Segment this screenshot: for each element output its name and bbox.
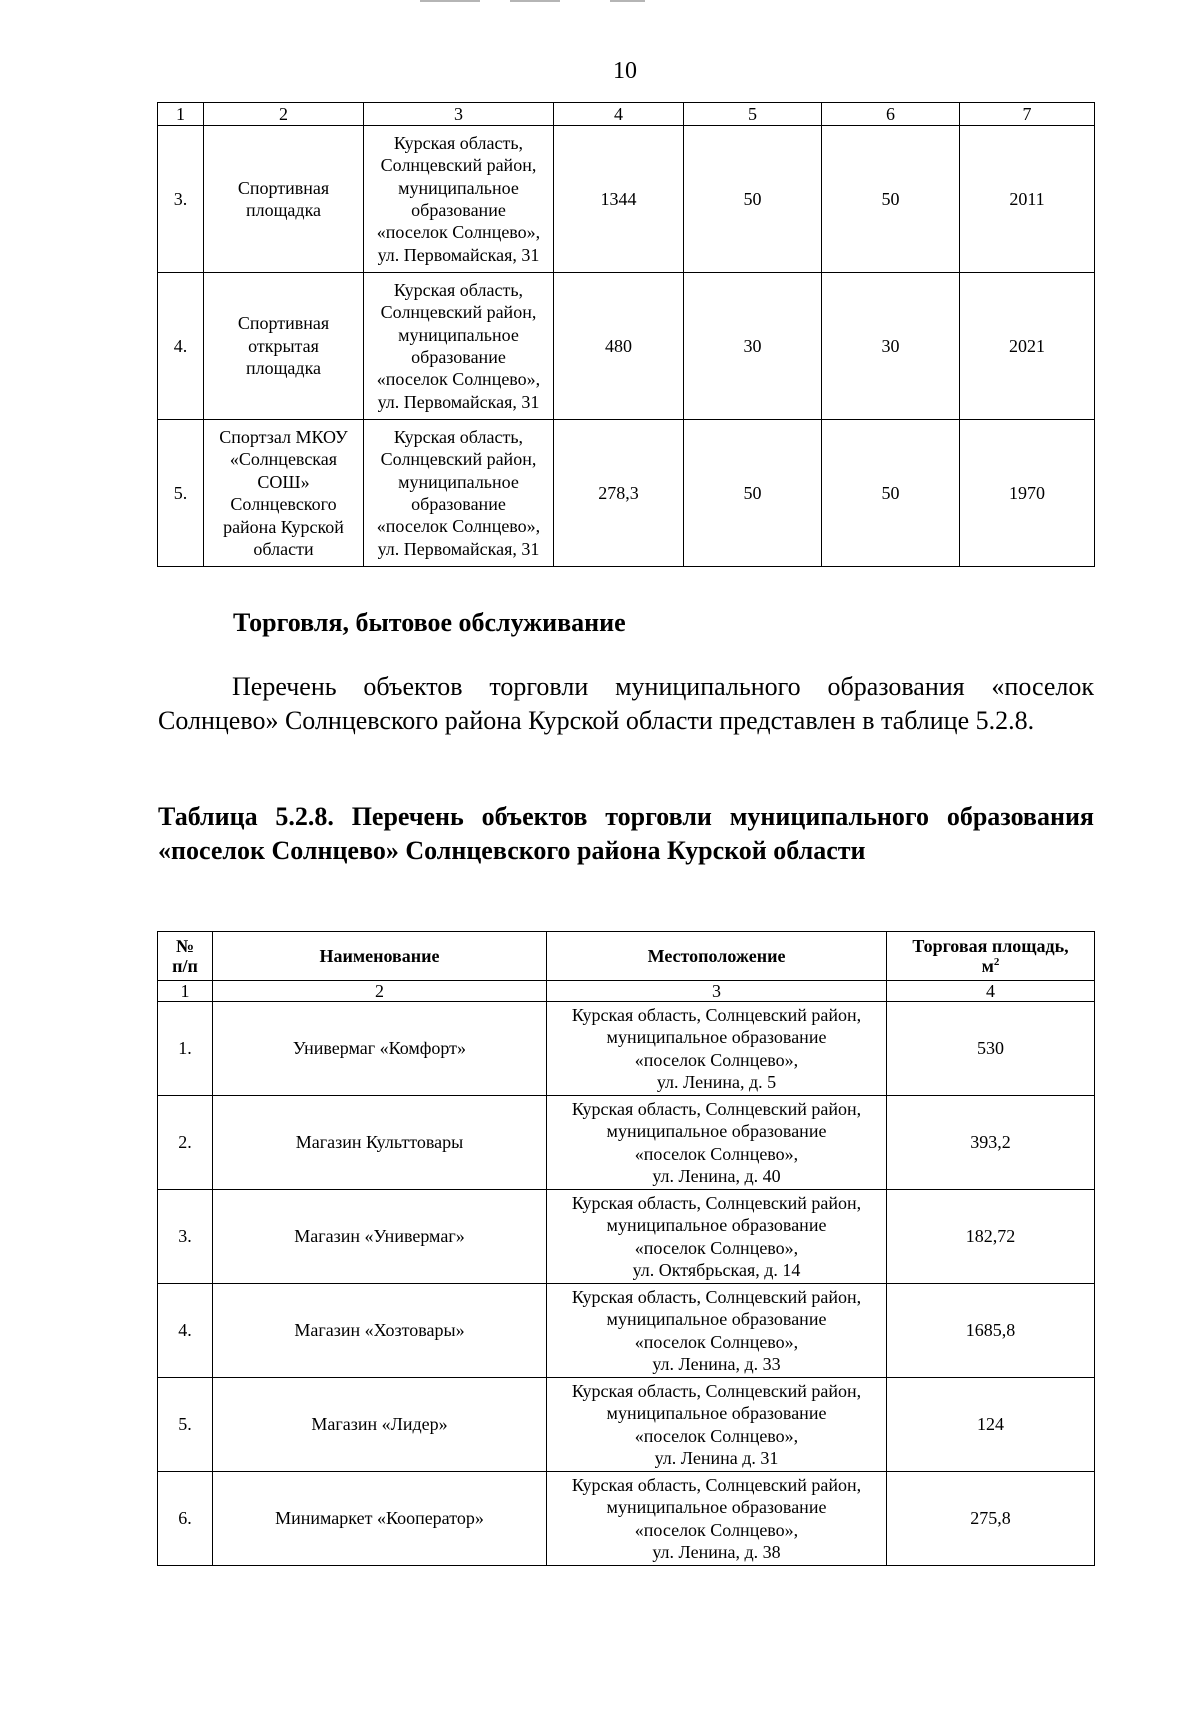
row-number: 6. — [158, 1472, 213, 1566]
cell-col4: 480 — [554, 273, 684, 420]
column-number: 3 — [547, 981, 887, 1002]
table-row — [158, 273, 1095, 420]
table-row — [158, 1190, 1095, 1284]
row-number: 4. — [158, 1284, 213, 1378]
table-row — [158, 1284, 1095, 1378]
object-name: Магазин «Хозтовары» — [213, 1284, 547, 1378]
column-number: 6 — [822, 103, 960, 126]
cell-col7: 1970 — [960, 420, 1095, 567]
trade-objects-table — [157, 931, 1095, 1566]
section-heading: Торговля, бытовое обслуживание — [233, 608, 626, 637]
sports-facilities-table — [157, 102, 1095, 567]
header-name: Наименование — [213, 932, 547, 981]
column-number: 1 — [158, 103, 204, 126]
trade-area: 182,72 — [887, 1190, 1095, 1284]
trade-area: 1685,8 — [887, 1284, 1095, 1378]
trade-area: 275,8 — [887, 1472, 1095, 1566]
column-number: 2 — [213, 981, 547, 1002]
cell-col6: 50 — [822, 126, 960, 273]
cell-col5: 30 — [684, 273, 822, 420]
header-num: № п/п — [158, 932, 213, 981]
object-address: Курская область, Солнцевский район, муниципальное образование «поселок Солнцево», ул. Ленина, д. 40 — [547, 1096, 887, 1190]
row-number: 3. — [158, 126, 204, 273]
facility-name: Спортивная открытая площадка — [204, 273, 364, 420]
facility-address: Курская область, Солнцевский район, муниципальное образование «поселок Солнцево», ул. Первомайская, 31 — [364, 420, 554, 567]
table-row — [158, 420, 1095, 567]
object-address: Курская область, Солнцевский район, муниципальное образование «поселок Солнцево», ул. Ленина, д. 38 — [547, 1472, 887, 1566]
trade-area: 124 — [887, 1378, 1095, 1472]
facility-address: Курская область, Солнцевский район, муниципальное образование «поселок Солнцево», ул. Первомайская, 31 — [364, 273, 554, 420]
intro-paragraph: Перечень объектов торговли муниципального образования «поселок Солнцево» Солнцевского района Курской области представлен в таблице 5.2.8. — [158, 672, 1094, 735]
cell-col6: 50 — [822, 420, 960, 567]
cell-col6: 30 — [822, 273, 960, 420]
table-row — [158, 1378, 1095, 1472]
row-number: 5. — [158, 1378, 213, 1472]
row-number: 2. — [158, 1096, 213, 1190]
object-address: Курская область, Солнцевский район, муниципальное образование «поселок Солнцево», ул. Октябрьская, д. 14 — [547, 1190, 887, 1284]
scan-artifact-line — [420, 0, 480, 2]
object-name: Универмаг «Комфорт» — [213, 1002, 547, 1096]
column-number-row — [158, 981, 1095, 1002]
row-number: 1. — [158, 1002, 213, 1096]
object-address: Курская область, Солнцевский район, муниципальное образование «поселок Солнцево», ул. Ленина, д. 33 — [547, 1284, 887, 1378]
object-address: Курская область, Солнцевский район, муниципальное образование «поселок Солнцево», ул. Ленина, д. 5 — [547, 1002, 887, 1096]
cell-col7: 2011 — [960, 126, 1095, 273]
facility-address: Курская область, Солнцевский район, муниципальное образование «поселок Солнцево», ул. Первомайская, 31 — [364, 126, 554, 273]
object-name: Магазин Культтовары — [213, 1096, 547, 1190]
column-number: 2 — [204, 103, 364, 126]
column-number: 3 — [364, 103, 554, 126]
header-location: Местоположение — [547, 932, 887, 981]
cell-col7: 2021 — [960, 273, 1095, 420]
column-number-row — [158, 103, 1095, 126]
cell-col5: 50 — [684, 126, 822, 273]
object-name: Магазин «Лидер» — [213, 1378, 547, 1472]
header-area: Торговая площадь, $м^2$ — [887, 932, 1095, 981]
table-row — [158, 1096, 1095, 1190]
page-number: 10 — [613, 58, 637, 84]
scan-artifact-line — [610, 0, 645, 2]
table-row — [158, 126, 1095, 273]
trade-area: 530 — [887, 1002, 1095, 1096]
cell-col4: 1344 — [554, 126, 684, 273]
object-address: Курская область, Солнцевский район, муниципальное образование «поселок Солнцево», ул. Ленина д. 31 — [547, 1378, 887, 1472]
object-name: Магазин «Универмаг» — [213, 1190, 547, 1284]
column-number: 4 — [887, 981, 1095, 1002]
facility-name: Спортзал МКОУ «Солнцевская СОШ» Солнцевского района Курской области — [204, 420, 364, 567]
row-number: 3. — [158, 1190, 213, 1284]
trade-area: 393,2 — [887, 1096, 1095, 1190]
object-name: Минимаркет «Кооператор» — [213, 1472, 547, 1566]
column-number: 5 — [684, 103, 822, 126]
row-number: 5. — [158, 420, 204, 567]
column-number: 4 — [554, 103, 684, 126]
cell-col5: 50 — [684, 420, 822, 567]
scan-artifact-line — [510, 0, 560, 2]
column-number: 7 — [960, 103, 1095, 126]
column-number: 1 — [158, 981, 213, 1002]
cell-col4: 278,3 — [554, 420, 684, 567]
table-header-row — [158, 932, 1095, 981]
table-row — [158, 1002, 1095, 1096]
table-row — [158, 1472, 1095, 1566]
facility-name: Спортивная площадка — [204, 126, 364, 273]
table-caption: Таблица 5.2.8. Перечень объектов торговли муниципального образования «поселок Солнцево» Солнцевского района Курской области — [158, 802, 1094, 865]
row-number: 4. — [158, 273, 204, 420]
